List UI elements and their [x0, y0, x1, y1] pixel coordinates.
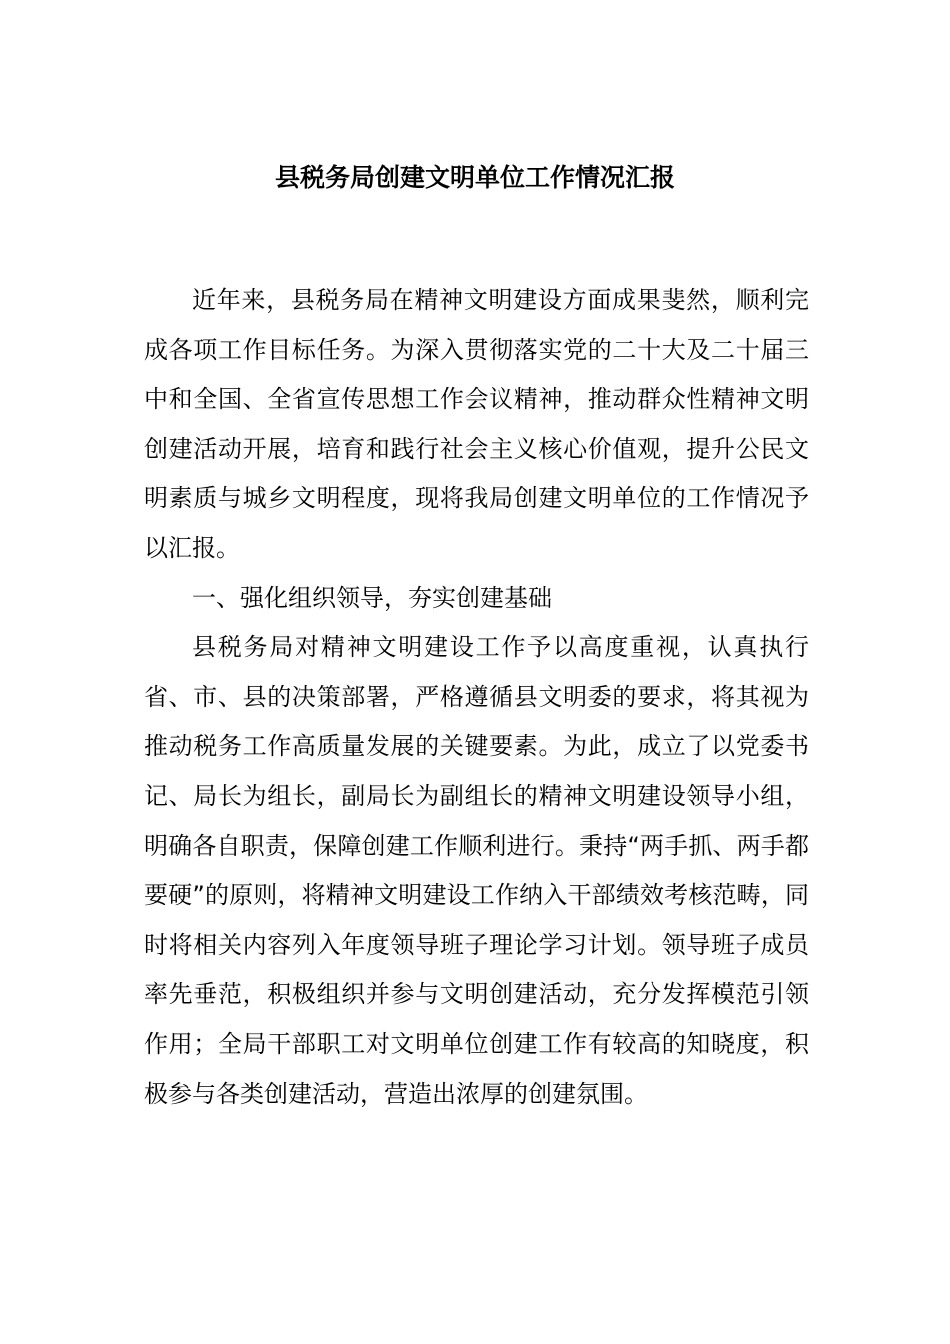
- section-heading: 一、强化组织领导，夯实创建基础: [192, 583, 552, 612]
- document-title: 县税务局创建文明单位工作情况汇报: [274, 163, 675, 192]
- document-body: [144, 276, 809, 1119]
- intro-paragraph: 近年来，县税务局在精神文明建设方面成果斐然，顺利完成各项工作目标任务。为深入贯彻落实党的二十大及二十届三中和全国、全省宣传思想工作会议精神，推动群众性精神文明创建活动开展，培育和践行社会主义核心价值观，提升公民文明素质与城乡文明程度，现将我局创建文明单位的工作情况予以汇报。: [144, 286, 809, 562]
- section-paragraph: 县税务局对精神文明建设工作予以高度重视，认真执行省、市、县的决策部署，严格遵循县文明委的要求，将其视为推动税务工作高质量发展的关键要素。为此，成立了以党委书记、局长为组长，副局长为副组长的精神文明建设领导小组，明确各自职责，保障创建工作顺利进行。秉持“两手抓、两手都要硬”的原则，将精神文明建设工作纳入干部绩效考核范畴，同时将相关内容列入年度领导班子理论学习计划。领导班子成员率先垂范，积极组织并参与文明创建活动，充分发挥模范引领作用；全局干部职工对文明单位创建工作有较高的知晓度，积极参与各类创建活动，营造出浓厚的创建氛围。: [144, 633, 809, 1108]
